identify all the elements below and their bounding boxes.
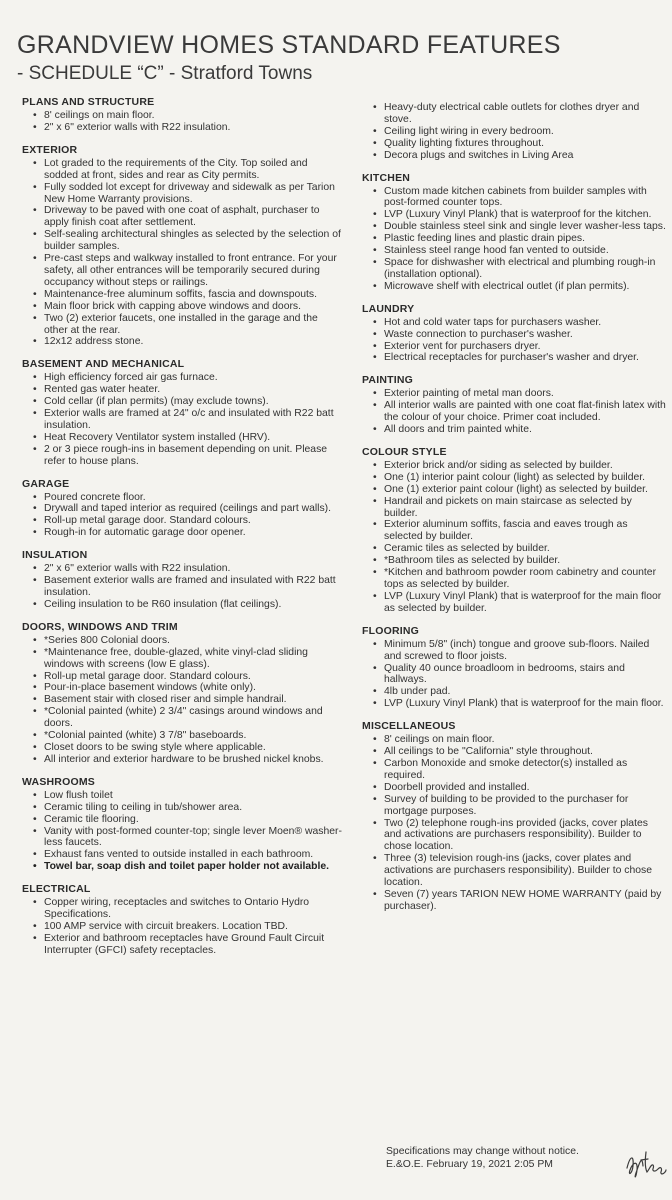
section-heading: DOORS, WINDOWS AND TRIM	[22, 620, 178, 633]
feature-list	[22, 110, 342, 134]
feature-item: • All ceilings to be "California" style throughout.	[362, 746, 666, 758]
feature-item: • Decora plugs and switches in Living Area	[362, 150, 666, 162]
section-heading: INSULATION	[22, 549, 88, 562]
feature-item: • Exterior and bathroom receptacles have Ground Fault Circuit Interrupter (GFCI) safety receptacles.	[22, 933, 342, 957]
section-painting	[362, 374, 666, 436]
feature-item: • 8' ceilings on main floor.	[362, 734, 666, 746]
feature-item: • 2 or 3 piece rough-ins in basement depending on unit. Please refer to house plans.	[22, 444, 342, 468]
feature-item: • Roll-up metal garage door. Standard colours.	[22, 671, 342, 683]
feature-item: • Survey of building to be provided to the purchaser for mortgage purposes.	[362, 794, 666, 818]
section-heading: MISCELLANEOUS	[362, 720, 456, 733]
feature-item: • Exterior walls are framed at 24" o/c and insulated with R22 batt insulation.	[22, 408, 342, 432]
feature-item: • Exterior aluminum soffits, fascia and eaves trough as selected by builder.	[362, 519, 666, 543]
feature-item: • *Series 800 Colonial doors.	[22, 635, 342, 647]
feature-list	[362, 317, 666, 365]
feature-list	[22, 790, 342, 873]
feature-item: • Stainless steel range hood fan vented to outside.	[362, 245, 666, 257]
feature-item: • Doorbell provided and installed.	[362, 782, 666, 794]
section-garage	[22, 478, 342, 540]
feature-list	[22, 897, 342, 957]
feature-item: • Two (2) exterior faucets, one installed in the garage and the other at the rear.	[22, 313, 342, 337]
section-heading: LAUNDRY	[362, 302, 415, 315]
feature-item: • Ceiling insulation to be R60 insulation (flat ceilings).	[22, 599, 342, 611]
feature-item: • Heavy-duty electrical cable outlets for clothes dryer and stove.	[362, 102, 666, 126]
handwritten-signature	[624, 1146, 668, 1180]
section-heading: COLOUR STYLE	[362, 445, 447, 458]
section-plans-and-structure	[22, 96, 342, 134]
feature-item: • Main floor brick with capping above windows and doors.	[22, 301, 342, 313]
feature-item: • *Colonial painted (white) 3 7/8" baseboards.	[22, 730, 342, 742]
feature-item: • LVP (Luxury Vinyl Plank) that is waterproof for the main floor as selected by builder.	[362, 591, 666, 615]
feature-item: • *Kitchen and bathroom powder room cabinetry and counter tops as selected by builder.	[362, 567, 666, 591]
feature-item: • Ceramic tile flooring.	[22, 814, 342, 826]
feature-item: • Copper wiring, receptacles and switches to Ontario Hydro Specifications.	[22, 897, 342, 921]
feature-list	[362, 639, 666, 710]
feature-item-emphasis: • Towel bar, soap dish and toilet paper holder not available.	[22, 861, 342, 873]
feature-item: • Ceramic tiles as selected by builder.	[362, 543, 666, 555]
feature-item: • Low flush toilet	[22, 790, 342, 802]
feature-item: • Vanity with post-formed counter-top; single lever Moen® washer-less faucets.	[22, 826, 342, 850]
feature-item: • Exterior vent for purchasers dryer.	[362, 341, 666, 353]
feature-item: • Drywall and taped interior as required (ceilings and part walls).	[22, 503, 342, 515]
section-heading: PLANS AND STRUCTURE	[22, 96, 155, 108]
section-miscellaneous	[362, 720, 666, 913]
section-heading: FLOORING	[362, 624, 420, 637]
feature-item: • Handrail and pickets on main staircase as selected by builder.	[362, 496, 666, 520]
feature-item: • Ceiling light wiring in every bedroom.	[362, 126, 666, 138]
feature-item: • One (1) interior paint colour (light) as selected by builder.	[362, 472, 666, 484]
page-title: GRANDVIEW HOMES STANDARD FEATURES	[17, 31, 561, 59]
feature-item: • LVP (Luxury Vinyl Plank) that is waterproof for the main floor.	[362, 698, 666, 710]
section-heading: ELECTRICAL	[22, 883, 91, 896]
feature-item: • Space for dishwasher with electrical and plumbing rough-in (installation optional).	[362, 257, 666, 281]
section-heading: EXTERIOR	[22, 143, 78, 156]
feature-item: • *Maintenance free, double-glazed, white vinyl-clad sliding windows with screens (low E glass).	[22, 647, 342, 671]
feature-item: • High efficiency forced air gas furnace.	[22, 372, 342, 384]
feature-item: • Exterior brick and/or siding as selected by builder.	[362, 460, 666, 472]
feature-item: • Self-sealing architectural shingles as selected by the selection of builder samples.	[22, 229, 342, 253]
feature-item: • Lot graded to the requirements of the City. Top soiled and sodded at front, sides and rear as City permits.	[22, 158, 342, 182]
feature-item: • Fully sodded lot except for driveway and sidewalk as per Tarion New Home Warranty provisions.	[22, 182, 342, 206]
page-subtitle: - SCHEDULE “C” - Stratford Towns	[17, 63, 313, 84]
feature-item: • 4lb under pad.	[362, 686, 666, 698]
feature-item: • Minimum 5/8" (inch) tongue and groove sub-floors. Nailed and screwed to floor joists.	[362, 639, 666, 663]
section-heading: KITCHEN	[362, 171, 411, 184]
feature-item: • 8' ceilings on main floor.	[22, 110, 342, 122]
feature-item: • 100 AMP service with circuit breakers. Location TBD.	[22, 921, 342, 933]
feature-item: • Hot and cold water taps for purchasers washer.	[362, 317, 666, 329]
right-column	[362, 102, 666, 923]
section-washrooms	[22, 776, 342, 873]
feature-item: • *Colonial painted (white) 2 3/4" casings around windows and doors.	[22, 706, 342, 730]
feature-item: • One (1) exterior paint colour (light) as selected by builder.	[362, 484, 666, 496]
feature-item: • Rented gas water heater.	[22, 384, 342, 396]
left-column	[22, 96, 342, 967]
feature-item: • 2" x 6" exterior walls with R22 insulation.	[22, 122, 342, 134]
feature-item: • Closet doors to be swing style where applicable.	[22, 742, 342, 754]
feature-item: • All interior and exterior hardware to be brushed nickel knobs.	[22, 754, 342, 766]
section-kitchen	[362, 172, 666, 293]
feature-item: • Exterior painting of metal man doors.	[362, 388, 666, 400]
section-colour-style	[362, 446, 666, 615]
footer-note	[386, 1145, 579, 1171]
feature-item: • Quality lighting fixtures throughout.	[362, 138, 666, 150]
feature-item: • Plastic feeding lines and plastic drain pipes.	[362, 233, 666, 245]
footer-line-1: Specifications may change without notice.	[386, 1146, 579, 1157]
section-heading: PAINTING	[362, 374, 413, 387]
feature-item: • Pre-cast steps and walkway installed to front entrance. For your safety, all other entrances will be temporarily secured during occupancy without steps or railings.	[22, 253, 342, 289]
feature-item: • Heat Recovery Ventilator system installed (HRV).	[22, 432, 342, 444]
section-flooring	[362, 625, 666, 710]
feature-item: • Pour-in-place basement windows (white only).	[22, 682, 342, 694]
feature-item: • Carbon Monoxide and smoke detector(s) installed as required.	[362, 758, 666, 782]
feature-item: • Maintenance-free aluminum soffits, fascia and downspouts.	[22, 289, 342, 301]
feature-item: • Cold cellar (if plan permits) (may exclude towns).	[22, 396, 342, 408]
feature-item: • Electrical receptacles for purchaser's washer and dryer.	[362, 352, 666, 364]
feature-item: • 12x12 address stone.	[22, 336, 342, 348]
feature-list	[22, 158, 342, 349]
feature-list	[362, 388, 666, 436]
feature-item: • 2" x 6" exterior walls with R22 insulation.	[22, 563, 342, 575]
feature-item: • All doors and trim painted white.	[362, 424, 666, 436]
section-heading: WASHROOMS	[22, 775, 95, 788]
section-insulation	[22, 549, 342, 611]
feature-item: • Custom made kitchen cabinets from builder samples with post-formed counter tops.	[362, 186, 666, 210]
feature-item: • Seven (7) years TARION NEW HOME WARRANTY (paid by purchaser).	[362, 889, 666, 913]
section-exterior	[22, 144, 342, 349]
feature-list	[22, 492, 342, 540]
feature-item: • Three (3) television rough-ins (jacks, cover plates and activations are purchasers responsibility). Builder to chose location.	[362, 853, 666, 889]
section-electrical	[22, 883, 342, 957]
feature-list	[22, 563, 342, 611]
feature-item: • Double stainless steel sink and single lever washer-less taps.	[362, 221, 666, 233]
feature-item: • Exhaust fans vented to outside installed in each bathroom.	[22, 849, 342, 861]
feature-item: • Poured concrete floor.	[22, 492, 342, 504]
feature-item: • Driveway to be paved with one coat of asphalt, purchaser to apply finish coat after settlement.	[22, 205, 342, 229]
feature-item: • Roll-up metal garage door. Standard colours.	[22, 515, 342, 527]
feature-item: • Basement exterior walls are framed and insulated with R22 batt insulation.	[22, 575, 342, 599]
feature-list	[362, 460, 666, 615]
section-basement-and-mechanical	[22, 358, 342, 467]
feature-item: • Microwave shelf with electrical outlet (if plan permits).	[362, 281, 666, 293]
feature-item: • Ceramic tiling to ceiling in tub/shower area.	[22, 802, 342, 814]
section-heading: BASEMENT AND MECHANICAL	[22, 358, 185, 371]
section-doors-windows-and-trim	[22, 621, 342, 766]
feature-list	[362, 734, 666, 913]
section-continued	[362, 102, 666, 162]
feature-item: • Quality 40 ounce broadloom in bedrooms, stairs and hallways.	[362, 663, 666, 687]
feature-item: • All interior walls are painted with one coat flat-finish latex with the colour of your choice. Primer coat included.	[362, 400, 666, 424]
section-heading: GARAGE	[22, 477, 70, 490]
footer-line-2: E.&O.E. February 19, 2021 2:05 PM	[386, 1159, 553, 1170]
feature-item: • Waste connection to purchaser's washer.	[362, 329, 666, 341]
feature-item: • Rough-in for automatic garage door opener.	[22, 527, 342, 539]
feature-item: • Two (2) telephone rough-ins provided (jacks, cover plates and activations are purchasers responsibility). Builder to chose location.	[362, 818, 666, 854]
feature-list	[22, 635, 342, 766]
section-laundry	[362, 303, 666, 365]
feature-list	[362, 102, 666, 162]
feature-item: • Basement stair with closed riser and simple handrail.	[22, 694, 342, 706]
feature-list	[362, 186, 666, 293]
feature-item: • *Bathroom tiles as selected by builder.	[362, 555, 666, 567]
feature-list	[22, 372, 342, 467]
feature-item: • LVP (Luxury Vinyl Plank) that is waterproof for the kitchen.	[362, 209, 666, 221]
